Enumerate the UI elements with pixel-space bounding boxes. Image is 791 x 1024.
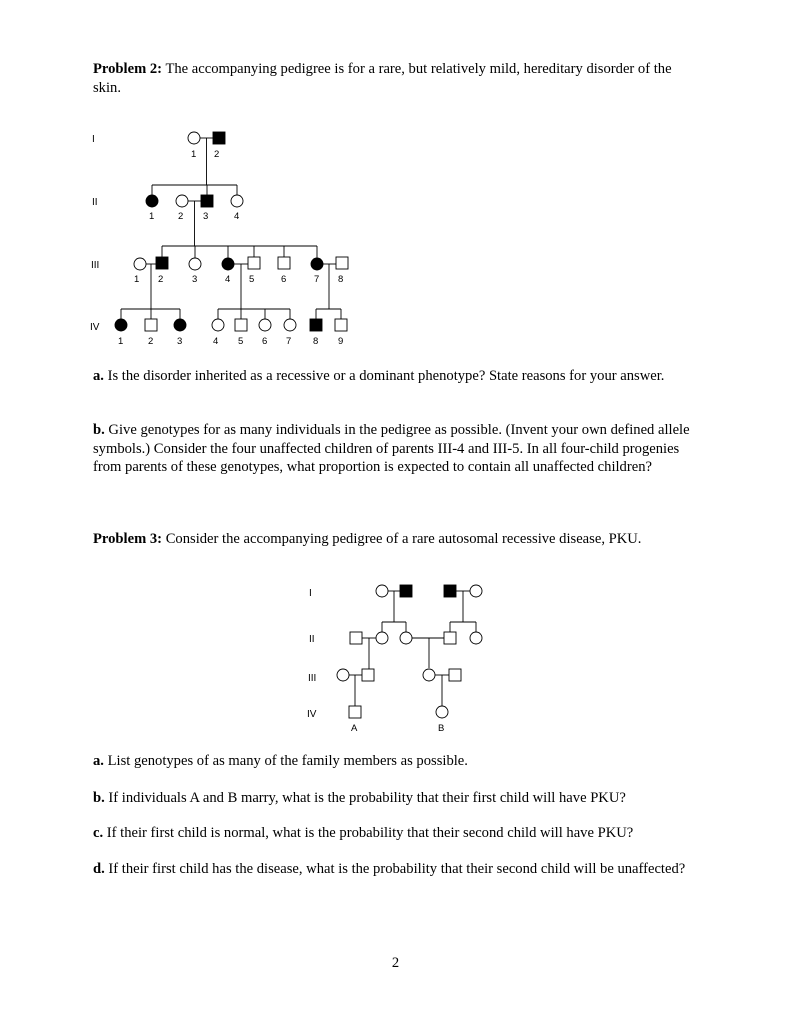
p2-II-label-1: 1 bbox=[149, 211, 155, 222]
p3-gen-label-2: II bbox=[309, 634, 315, 645]
p3-II-5-female bbox=[470, 632, 482, 644]
problem3-q-d-label: d. bbox=[93, 861, 105, 877]
p3-II-2-female bbox=[376, 632, 388, 644]
p2-gen-label-1: I bbox=[92, 134, 95, 145]
p2-IV-label-4: 4 bbox=[213, 336, 219, 347]
p2-III-label-2: 2 bbox=[158, 274, 164, 285]
p2-gen-label-4: IV bbox=[90, 322, 100, 333]
problem3-question-b bbox=[93, 789, 703, 808]
problem3-q-a-text: List genotypes of as many of the family members as possible. bbox=[107, 753, 468, 769]
p2-II-label-2: 2 bbox=[178, 211, 184, 222]
p2-IV-label-9: 9 bbox=[338, 336, 344, 347]
p3-I-4-female bbox=[470, 585, 482, 597]
p2-IV-label-1: 1 bbox=[118, 336, 124, 347]
problem2-q-b-text: Give genotypes for as many individuals in the pedigree as possible. (Invent your own defined allele symbols.) Consider the four unaffected children of parents III-4 and III-5. In all four-child progenies from parents of these genotypes, what proportion is expected to contain all unaffected children? bbox=[93, 422, 690, 475]
p2-IV-label-8: 8 bbox=[313, 336, 319, 347]
p2-gen-label-3: III bbox=[91, 260, 100, 271]
p2-III-label-3: 3 bbox=[192, 274, 198, 285]
p3-III-2-male bbox=[362, 669, 374, 681]
p3-I-2-male-affected bbox=[400, 585, 412, 597]
p2-gen-label-2: II bbox=[92, 197, 98, 208]
problem3-question-c bbox=[93, 824, 703, 843]
problem3-question-d bbox=[93, 860, 703, 879]
problem2-title: Problem 2: bbox=[93, 61, 163, 77]
p2-III-label-6: 6 bbox=[281, 274, 287, 285]
problem2-q-a-label: a. bbox=[93, 368, 104, 384]
problem3-q-c-label: c. bbox=[93, 825, 104, 841]
p2-III-label-8: 8 bbox=[338, 274, 344, 285]
p3-IV-A-male bbox=[349, 706, 361, 718]
p3-III-1-female bbox=[337, 669, 349, 681]
p3-II-1-male bbox=[350, 632, 362, 644]
p3-label-a: A bbox=[351, 723, 358, 734]
p2-IV-label-5: 5 bbox=[238, 336, 244, 347]
p2-IV-label-6: 6 bbox=[262, 336, 268, 347]
problem3-intro-text: Consider the accompanying pedigree of a rare autosomal recessive disease, PKU. bbox=[165, 531, 642, 547]
problem3-q-c-text: If their first child is normal, what is the probability that their second child will have PKU? bbox=[106, 825, 634, 841]
p3-gen-label-3: III bbox=[308, 673, 317, 684]
problem3-q-a-label: a. bbox=[93, 753, 104, 769]
p2-III-label-4: 4 bbox=[225, 274, 231, 285]
problem3-question-a bbox=[93, 752, 703, 771]
p3-I-1-female bbox=[376, 585, 388, 597]
p3-I-3-male-affected bbox=[444, 585, 456, 597]
p2-IV-label-3: 3 bbox=[177, 336, 183, 347]
problem2-intro-text: The accompanying pedigree is for a rare, but relatively mild, hereditary disorder of the skin. bbox=[93, 61, 672, 96]
p3-II-3-female bbox=[400, 632, 412, 644]
p3-IV-B-female bbox=[436, 706, 448, 718]
p2-I-label-2: 2 bbox=[214, 149, 220, 160]
p3-gen-label-4: IV bbox=[307, 709, 317, 720]
p3-II-4-male bbox=[444, 632, 456, 644]
p2-III-label-1: 1 bbox=[134, 274, 140, 285]
p3-gen-label-1: I bbox=[309, 588, 312, 599]
problem2-q-b-label: b. bbox=[93, 422, 105, 438]
problem3-q-b-text: If individuals A and B marry, what is the probability that their first child will have PKU? bbox=[108, 790, 626, 806]
problem3-q-d-text: If their first child has the disease, what is the probability that their second child will be unaffected? bbox=[108, 861, 686, 877]
p2-III-label-7: 7 bbox=[314, 274, 320, 285]
p2-II-label-4: 4 bbox=[234, 211, 240, 222]
p3-label-b: B bbox=[438, 723, 445, 734]
p2-IV-label-2: 2 bbox=[148, 336, 154, 347]
problem3-q-b-label: b. bbox=[93, 790, 105, 806]
problem2-q-a-text: Is the disorder inherited as a recessive or a dominant phenotype? State reasons for your answer. bbox=[107, 368, 665, 384]
p2-IV-label-7: 7 bbox=[286, 336, 292, 347]
p3-III-3-female bbox=[423, 669, 435, 681]
p2-I-label-1: 1 bbox=[191, 149, 197, 160]
p2-II-label-3: 3 bbox=[203, 211, 209, 222]
problem3-title: Problem 3: bbox=[93, 531, 163, 547]
p2-III-label-5: 5 bbox=[249, 274, 255, 285]
page-number: 2 bbox=[391, 955, 400, 971]
p3-III-4-male bbox=[449, 669, 461, 681]
